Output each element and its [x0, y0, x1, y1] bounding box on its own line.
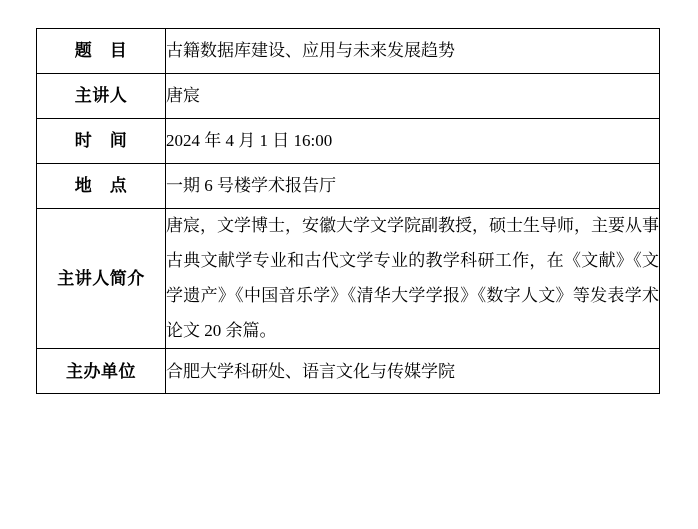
table-row	[37, 349, 660, 394]
row-value-title: 古籍数据库建设、应用与未来发展趋势	[166, 29, 660, 74]
table-row	[37, 74, 660, 119]
row-value-bio: 唐宸，文学博士，安徽大学文学院副教授，硕士生导师，主要从事古典文献学专业和古代文学专业的教学科研工作，在《文献》《文学遗产》《中国音乐学》《清华大学学报》《数字人文》等发表学术论文 20 余篇。	[166, 209, 660, 349]
table-row	[37, 119, 660, 164]
row-label-bio: 主讲人简介	[37, 209, 166, 349]
lecture-info-table	[36, 28, 660, 394]
row-value-speaker: 唐宸	[166, 74, 660, 119]
row-label-time: 时 间	[37, 119, 166, 164]
row-value-place: 一期 6 号楼学术报告厅	[166, 164, 660, 209]
row-label-speaker: 主讲人	[37, 74, 166, 119]
row-value-time: 2024 年 4 月 1 日 16:00	[166, 119, 660, 164]
row-label-organizer: 主办单位	[37, 349, 166, 394]
table-row	[37, 209, 660, 349]
row-value-organizer: 合肥大学科研处、语言文化与传媒学院	[166, 349, 660, 394]
row-label-title: 题 目	[37, 29, 166, 74]
table-row	[37, 29, 660, 74]
table-row	[37, 164, 660, 209]
row-label-place: 地 点	[37, 164, 166, 209]
